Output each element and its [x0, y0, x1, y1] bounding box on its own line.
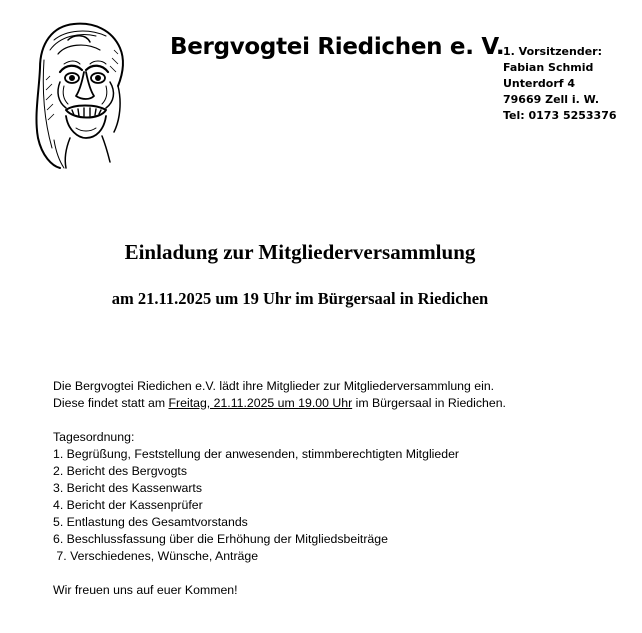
- invitation-body: [53, 378, 633, 599]
- agenda-item: 5. Entlastung des Gesamtvorstands: [53, 515, 248, 529]
- contact-city: 79669 Zell i. W.: [503, 93, 600, 106]
- closing-line: Wir freuen uns auf euer Kommen!: [53, 583, 238, 597]
- agenda-label: Tagesordnung:: [53, 430, 135, 444]
- document-title: Einladung zur Mitgliederversammlung: [124, 240, 476, 264]
- organization-name: Bergvogtei Riedichen e. V.: [170, 34, 505, 60]
- agenda-item: 1. Begrüßung, Feststellung der anwesenden, stimmberechtigten Mitglieder: [53, 447, 460, 461]
- meeting-date-time: Freitag, 21.11.2025 um 19.00 Uhr: [168, 396, 353, 410]
- spacer: [53, 565, 633, 582]
- agenda-item: 6. Beschlussfassung über die Erhöhung der Mitgliedsbeiträge: [53, 532, 388, 546]
- contact-phone: Tel: 0173 5253376: [503, 109, 617, 122]
- contact-role: 1. Vorsitzender:: [503, 45, 602, 58]
- intro-line-1: Die Bergvogtei Riedichen e.V. lädt ihre Mitglieder zur Mitgliederversammlung ein.: [53, 379, 495, 393]
- agenda-item: 7. Verschiedenes, Wünsche, Anträge: [53, 549, 259, 563]
- contact-street: Unterdorf 4: [503, 77, 576, 90]
- spacer: [53, 412, 633, 429]
- intro-line-2-after: im Bürgersaal in Riedichen.: [352, 396, 506, 410]
- intro-line-2: [53, 395, 633, 412]
- document-subtitle: am 21.11.2025 um 19 Uhr im Bürgersaal in Riedichen: [111, 289, 489, 308]
- agenda-item: 2. Bericht des Bergvogts: [53, 464, 187, 478]
- agenda-item: 3. Bericht des Kassenwarts: [53, 481, 202, 495]
- contact-name: Fabian Schmid: [503, 61, 594, 74]
- agenda-item: 4. Bericht der Kassenprüfer: [53, 498, 203, 512]
- contact-block: [503, 44, 638, 124]
- carved-wooden-mask-icon: [30, 20, 134, 170]
- intro-line-2-before: Diese findet statt am: [53, 396, 169, 410]
